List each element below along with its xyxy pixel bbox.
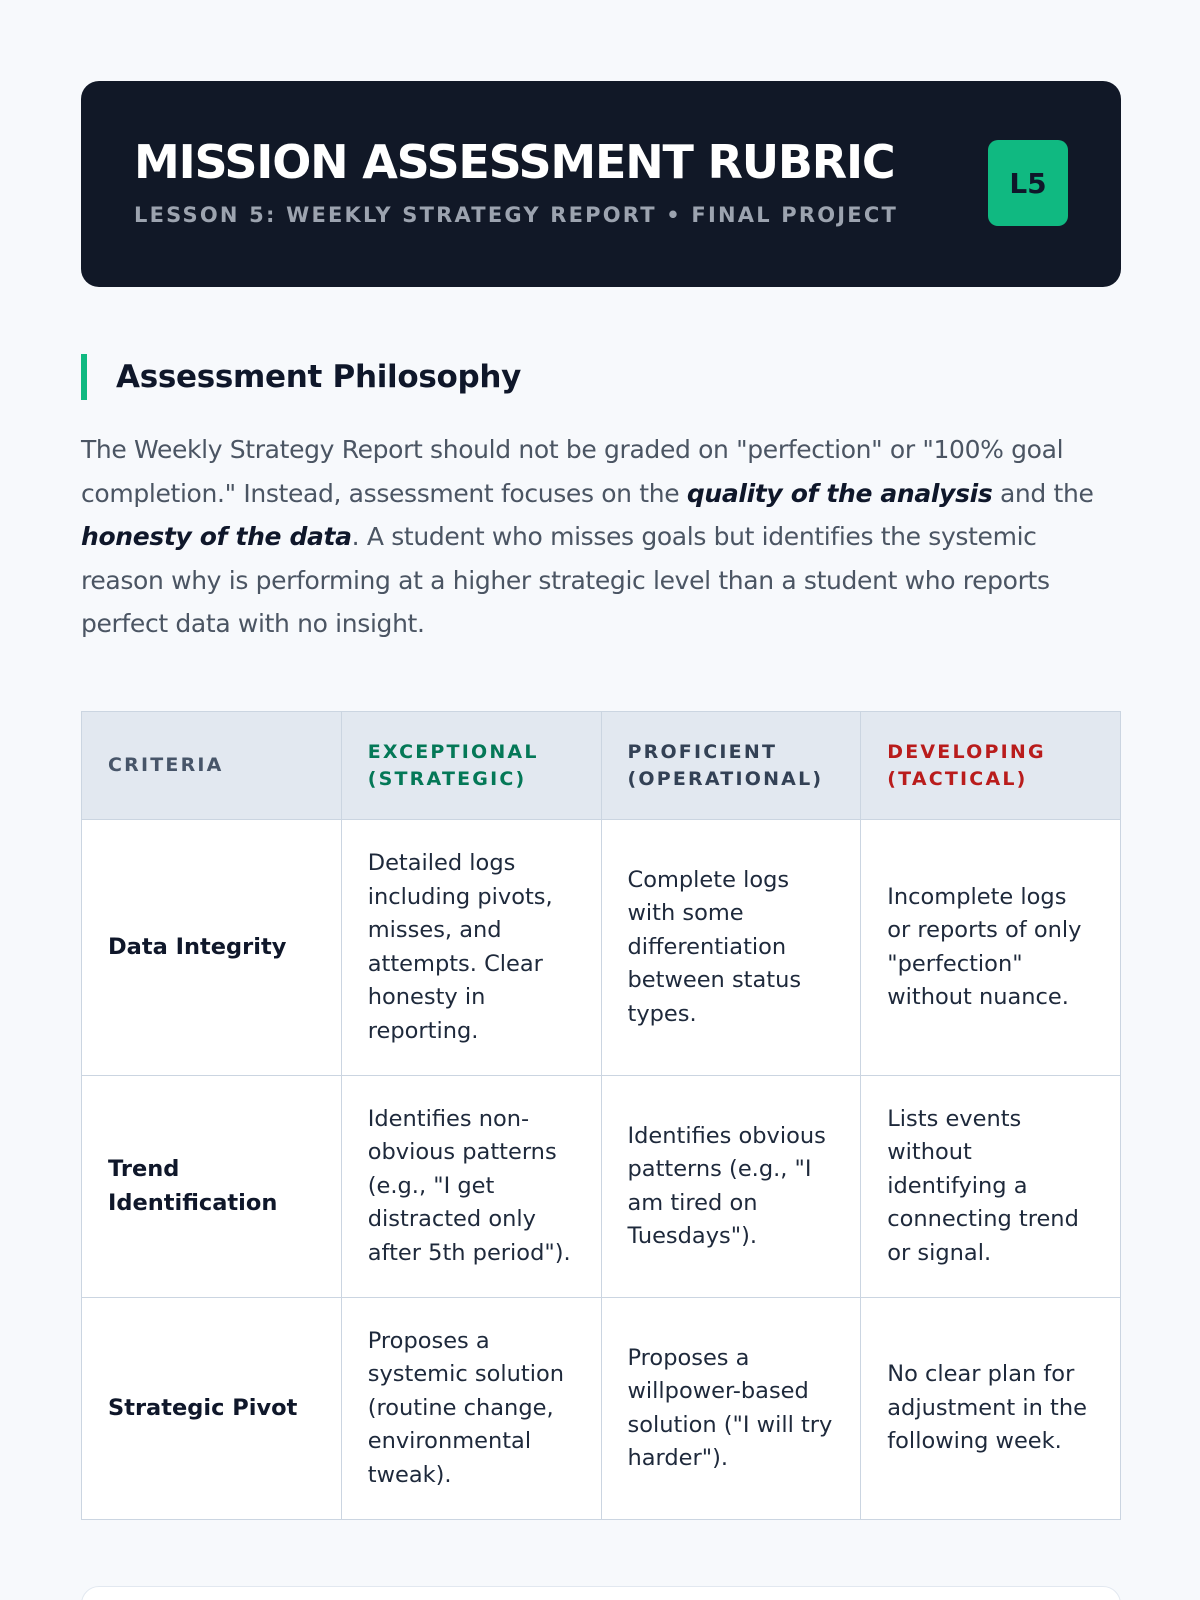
lesson-badge: L5	[988, 140, 1068, 226]
next-section-card	[81, 1586, 1121, 1600]
philosophy-heading	[81, 354, 521, 400]
philosophy-text-1: The Weekly Strategy Report should not be graded on "perfection" or "100% goal completion." Instead, assessment focuses on the	[81, 435, 1064, 508]
rubric-header-row	[82, 712, 1121, 820]
header-criteria: CRITERIA	[82, 712, 342, 820]
proficient-cell: Proposes a willpower-based solution ("I will try harder").	[601, 1298, 861, 1520]
page-title: MISSION ASSESSMENT RUBRIC	[134, 135, 895, 189]
proficient-cell: Complete logs with some differentiation between status types.	[601, 820, 861, 1076]
header-proficient: PROFICIENT (OPERATIONAL)	[601, 712, 861, 820]
exceptional-cell: Proposes a systemic solution (routine change, environmental tweak).	[341, 1298, 601, 1520]
criteria-cell: Strategic Pivot	[82, 1298, 342, 1520]
philosophy-text-2: and the	[992, 478, 1094, 508]
exceptional-cell: Detailed logs including pivots, misses, and attempts. Clear honesty in reporting.	[341, 820, 601, 1076]
rubric-table	[81, 711, 1121, 1520]
header-developing: DEVELOPING (TACTICAL)	[861, 712, 1121, 820]
proficient-cell: Identifies obvious patterns (e.g., "I am tired on Tuesdays").	[601, 1076, 861, 1298]
criteria-cell: Trend Identification	[82, 1076, 342, 1298]
criteria-cell: Data Integrity	[82, 820, 342, 1076]
header-banner	[81, 81, 1121, 287]
exceptional-cell: Identifies non-obvious patterns (e.g., "I get distracted only after 5th period").	[341, 1076, 601, 1298]
developing-cell: Lists events without identifying a connecting trend or signal.	[861, 1076, 1121, 1298]
table-row	[82, 1298, 1121, 1520]
table-row	[82, 820, 1121, 1076]
philosophy-text-3: . A student who misses goals but identifies the systemic reason why is performing at a higher strategic level than a student who reports perfect data with no insight.	[81, 522, 1050, 638]
philosophy-emphasis-2: honesty of the data	[81, 522, 352, 551]
developing-cell: No clear plan for adjustment in the following week.	[861, 1298, 1121, 1520]
table-row	[82, 1076, 1121, 1298]
developing-cell: Incomplete logs or reports of only "perfection" without nuance.	[861, 820, 1121, 1076]
page-subtitle: LESSON 5: WEEKLY STRATEGY REPORT • FINAL PROJECT	[134, 203, 898, 227]
philosophy-paragraph	[81, 428, 1126, 646]
header-exceptional: EXCEPTIONAL (STRATEGIC)	[341, 712, 601, 820]
philosophy-emphasis-1: quality of the analysis	[686, 478, 993, 508]
philosophy-heading-text: Assessment Philosophy	[116, 359, 522, 395]
